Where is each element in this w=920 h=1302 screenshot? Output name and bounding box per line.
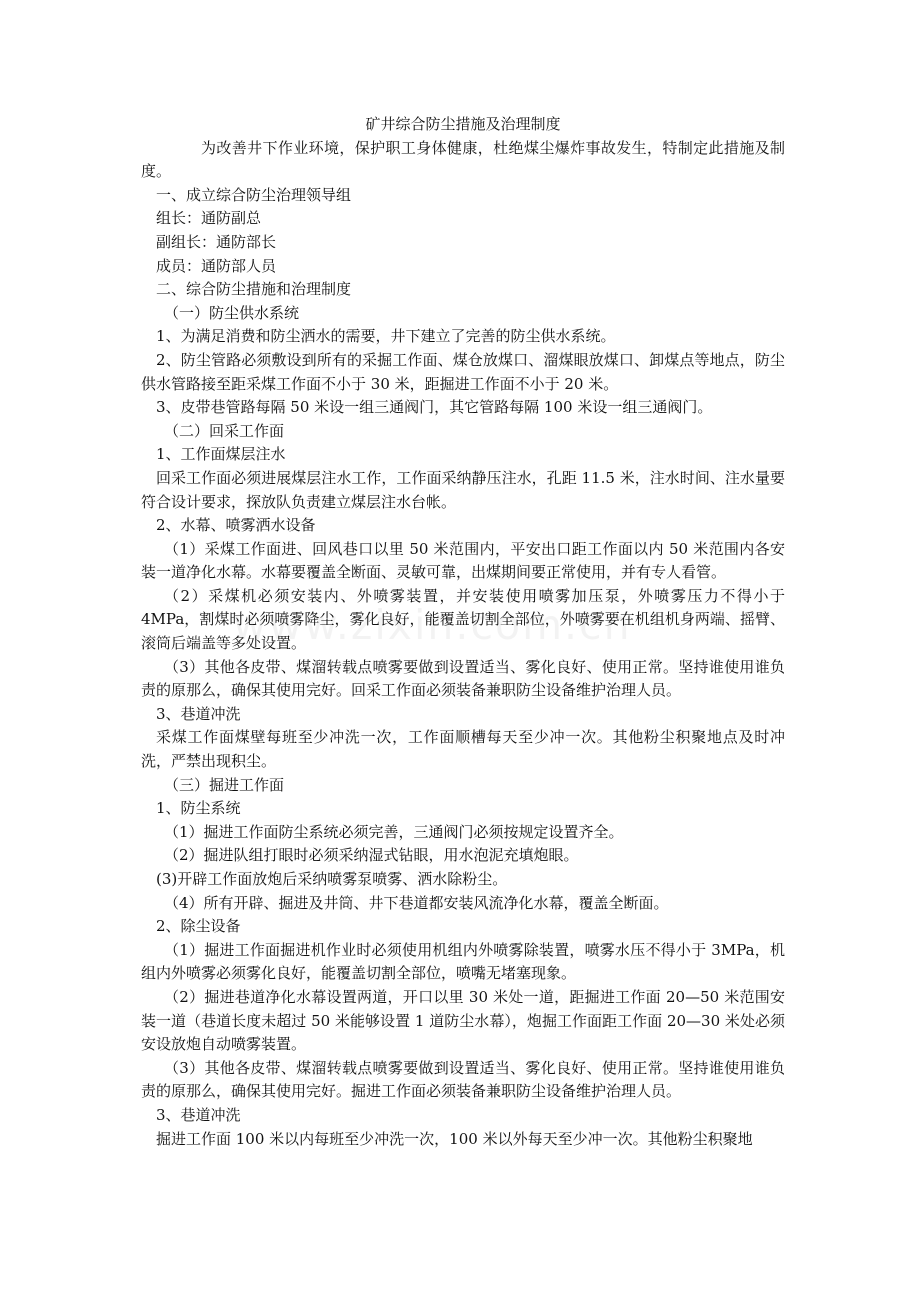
- paragraph: 2、水幕、喷雾洒水设备: [156, 516, 316, 535]
- paragraph: 1、工作面煤层注水: [156, 445, 286, 464]
- paragraph: 2、除尘设备: [156, 917, 241, 936]
- paragraph: （3）其他各皮带、煤溜转载点喷雾要做到设置适当、雾化良好、使用正常。坚持谁使用谁负责的原那么，确保其使用完好。掘进工作面必须装备兼职防尘设备维护治理人员。: [141, 1058, 785, 1101]
- intro-paragraph: 为改善井下作业环境，保护职工身体健康，杜绝煤尘爆炸事故发生，特制定此措施及制度。: [141, 138, 785, 181]
- paragraph: 回采工作面必须进展煤层注水工作，工作面采纳静压注水，孔距 11.5 米，注水时间、注水量要符合设计要求，探放队负责建立煤层注水台帐。: [141, 468, 785, 511]
- paragraph: （2）掘进巷道净化水幕设置两道，开口以里 30 米处一道，距掘进工作面 20—50 米范围安装一道（巷道长度未超过 50 米能够设置 1 道防尘水幕），炮掘工作面距工作面 20—30 米处必须安设放炮自动喷雾装置。: [141, 987, 785, 1054]
- subsection-heading: （一）防尘供水系统: [164, 303, 300, 322]
- paragraph: （2）采煤机必须安装内、外喷雾装置，并安装使用喷雾加压泵，外喷雾压力不得小于 4MPa，割煤时必须喷雾降尘，雾化良好，能覆盖切割全部位，外喷雾要在机组机身两端、摇臂、滚筒后端盖等多处设置。: [141, 586, 785, 653]
- paragraph: 2、防尘管路必须敷设到所有的采掘工作面、煤仓放煤口、溜煤眼放煤口、卸煤点等地点，防尘供水管路接至距采煤工作面不小于 30 米，距掘进工作面不小于 20 米。: [141, 350, 785, 393]
- paragraph: （1）采煤工作面进、回风巷口以里 50 米范围内，平安出口距工作面以内 50 米范围内各安装一道净化水幕。水幕要覆盖全断面、灵敏可靠，出煤期间要正常使用，并有专人看管。: [141, 539, 785, 582]
- paragraph: 1、为满足消费和防尘洒水的需要，井下建立了完善的防尘供水系统。: [156, 327, 616, 346]
- paragraph: 3、巷道冲洗: [156, 704, 241, 723]
- paragraph: 1、防尘系统: [156, 799, 241, 818]
- paragraph: (3)开辟工作面放炮后采纳喷雾泵喷雾、洒水除粉尘。: [156, 870, 508, 888]
- paragraph: 3、巷道冲洗: [156, 1105, 241, 1124]
- paragraph: 3、皮带巷管路每隔 50 米设一组三通阀门，其它管路每隔 100 米设一组三通阀门。: [156, 398, 713, 417]
- subsection-heading: （三）掘进工作面: [164, 775, 285, 794]
- subsection-heading: （二）回采工作面: [164, 421, 285, 440]
- section-heading: 一、成立综合防尘治理领导组: [156, 185, 352, 204]
- paragraph: 组长：通防副总: [156, 209, 262, 228]
- document-title: 矿井综合防尘措施及治理制度: [365, 115, 561, 133]
- paragraph: （3）其他各皮带、煤溜转载点喷雾要做到设置适当、雾化良好、使用正常。坚持谁使用谁负责的原那么，确保其使用完好。回采工作面必须装备兼职防尘设备维护治理人员。: [141, 657, 785, 700]
- paragraph: （1）掘进工作面防尘系统必须完善，三通阀门必须按规定设置齐全。: [164, 822, 624, 841]
- paragraph: 掘进工作面 100 米以内每班至少冲洗一次，100 米以外每天至少冲一次。其他粉尘积聚地: [156, 1129, 753, 1148]
- paragraph: （2）掘进队组打眼时必须采纳湿式钻眼，用水泡泥充填炮眼。: [164, 846, 579, 865]
- paragraph: 副组长：通防部长: [156, 232, 277, 251]
- paragraph: （1）掘进工作面掘进机作业时必须使用机组内外喷雾除装置，喷雾水压不得小于 3MPa，机组内外喷雾必须雾化良好，能覆盖切割全部位，喷嘴无堵塞现象。: [141, 940, 785, 983]
- paragraph: 采煤工作面煤壁每班至少冲洗一次，工作面顺槽每天至少冲一次。其他粉尘积聚地点及时冲洗，严禁出现积尘。: [141, 728, 785, 771]
- paragraph: （4）所有开辟、掘进及井筒、井下巷道都安装风流净化水幕，覆盖全断面。: [164, 893, 669, 912]
- paragraph: 成员：通防部人员: [156, 256, 277, 275]
- document-body: [141, 113, 785, 1151]
- section-heading: 二、综合防尘措施和治理制度: [156, 280, 352, 299]
